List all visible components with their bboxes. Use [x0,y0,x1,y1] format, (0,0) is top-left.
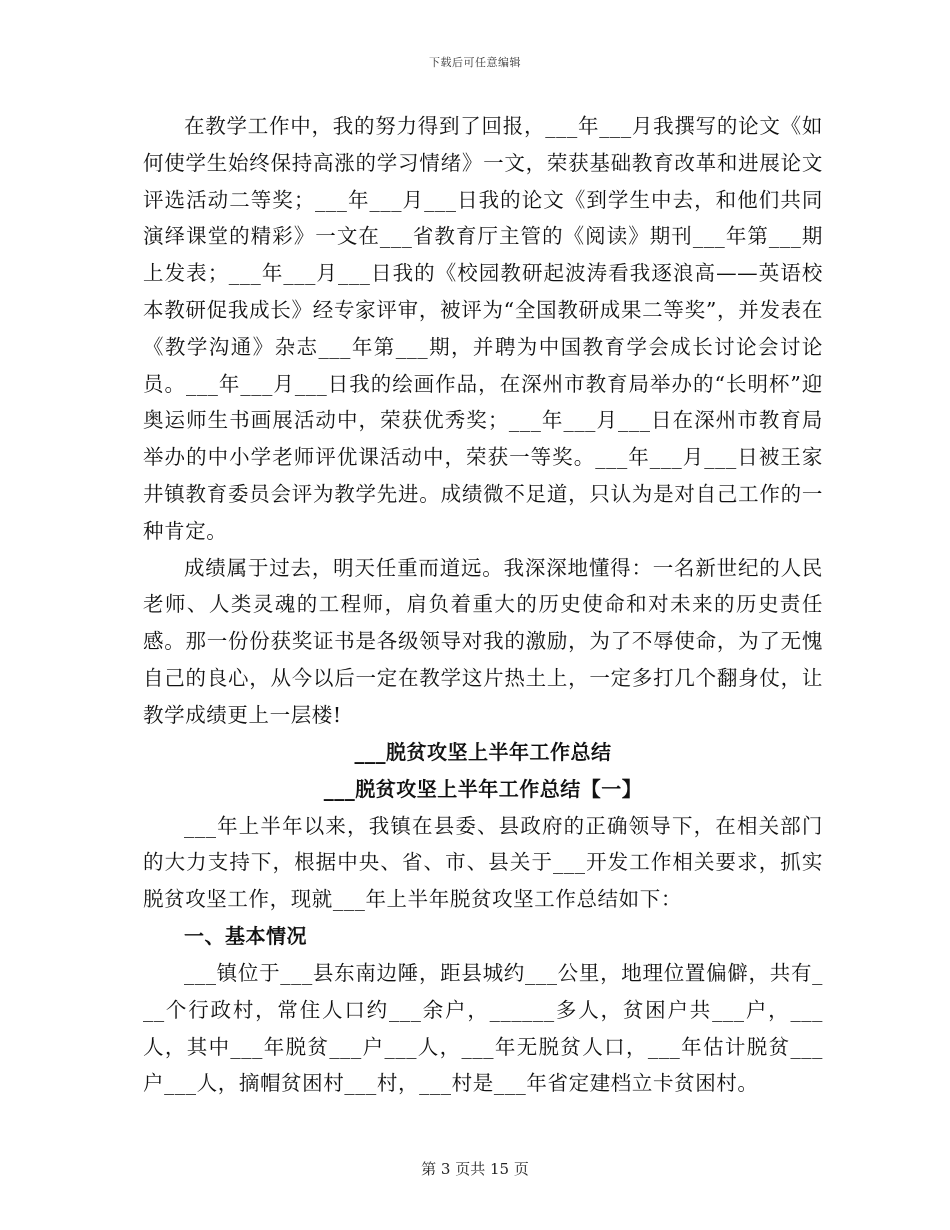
paragraph-intro: ___年上半年以来，我镇在县委、县政府的正确领导下，在相关部门的大力支持下，根据中央、省、市、县关于___开发工作相关要求，抓实脱贫攻坚工作，现就___年上半年脱贫攻坚工作总结如下： [143,813,823,912]
page-header: 下载后可任意编辑 [429,56,521,69]
paragraph-future-outlook: 成绩属于过去，明天任重而道远。我深深地懂得：一名新世纪的人民老师、人类灵魂的工程师，肩负着重大的历史使命和对未来的历史责任感。那一份份获奖证书是各级领导对我的激励，为了不辱使命，为了无愧自己的良心，从今以后一定在教学这片热土上，一定多打几个翻身仗，让教学成绩更上一层楼! [143,555,823,727]
section-subtitle: ___脱贫攻坚上半年工作总结【一】 [323,776,643,801]
page-footer: 第 3 页共 15 页 [421,1160,529,1178]
heading-basic-situation: 一、基本情况 [184,923,307,948]
section-title: ___脱贫攻坚上半年工作总结 [354,739,612,764]
document-body [143,108,823,1102]
paragraph-teaching-achievements: 在教学工作中，我的努力得到了回报，___年___月我撰写的论文《如何使学生始终保持高涨的学习情绪》一文，荣获基础教育改革和进展论文评选活动二等奖；___年___月___日我的论文《到学生中去，和他们共同演绎课堂的精彩》一文在___省教育厅主管的《阅读》期刊___年第___期上发表；___年___月___日我的《校园教研起波涛看我逐浪高——英语校本教研促我成长》经专家评审，被评为“全国教研成果二等奖”，并发表在《教学沟通》杂志___年第___期，并聘为中国教育学会成长讨论会讨论员。___年___月___日我的绘画作品，在深州市教育局举办的“长明杯”迎奥运师生书画展活动中，荣获优秀奖；___年___月___日在深州市教育局举办的中小学老师评优课活动中，荣获一等奖。___年___月___日被王家井镇教育委员会评为教学先进。成绩微不足道，只认为是对自己工作的一种肯定。 [143,114,823,543]
paragraph-basic-situation: ___镇位于___县东南边陲，距县城约___公里，地理位置偏僻，共有___个行政村，常住人口约___余户，______多人，贫困户共___户，___人，其中___年脱贫___户___人，___年无脱贫人口，___年估计脱贫___户___人，摘帽贫困村___村，___村是___年省定建档立卡贫困村。 [143,960,823,1096]
